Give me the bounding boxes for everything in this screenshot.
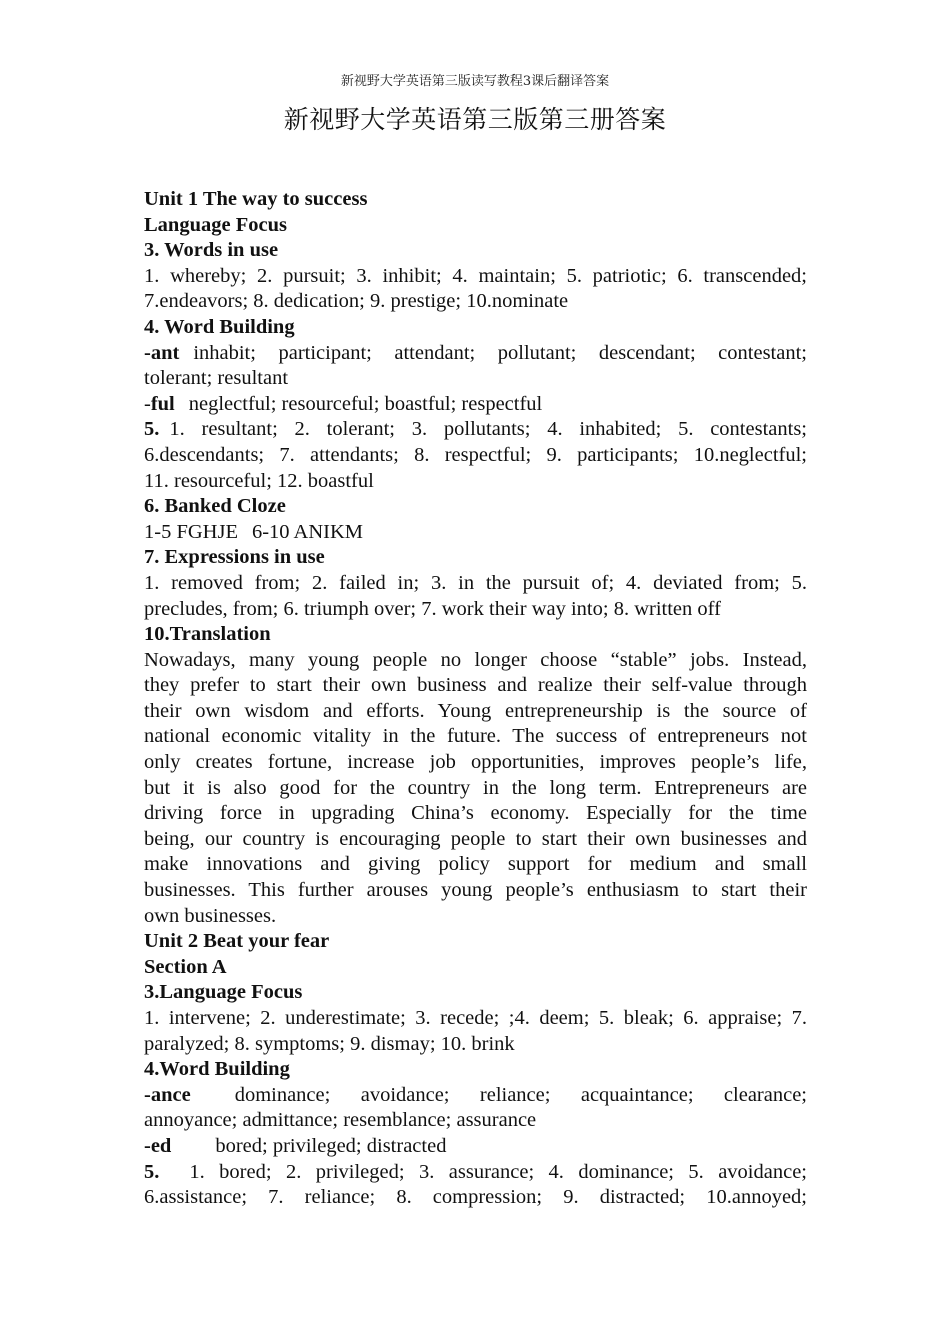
unit1-banked-cloze-heading: 6. Banked Cloze [144,495,286,518]
document-title: 新视野大学英语第三版第三册答案 [283,105,667,134]
unit1-expressions-heading: 7. Expressions in use [144,546,325,569]
ant-suffix-label: -ant [144,341,180,364]
ful-words: neglectful; resourceful; boastful; respectful [188,392,543,415]
unit1-word-building-heading: 4. Word Building [144,315,295,338]
unit1-expressions-line: precludes, from; 6. triumph over; 7. work their way into; 8. written off [144,597,721,620]
unit2-ed-line [144,1134,807,1160]
exercise5-label: 5. [144,418,160,441]
unit1-exercise5-line [144,417,807,443]
running-header: 新视野大学英语第三版读写教程3课后翻译答案 [340,74,610,89]
translation-line: make innovations and giving policy support for medium and small [144,853,807,876]
unit2-language-focus-line: 1. intervene; 2. underestimate; 3. recede; ;4. deem; 5. bleak; 6. appraise; 7. [144,1007,807,1029]
unit1-exercise5-line: 6.descendants; 7. attendants; 8. respectful; 9. participants; 10.neglectful; [144,443,807,466]
translation-line: businesses. This further arouses young people’s enthusiasm to start their [144,879,807,902]
translation-line: only creates fortune, increase job opportunities, improves people’s life, [144,751,807,774]
unit2-word-building-heading: 4.Word Building [144,1058,290,1081]
ful-suffix-label: ful [150,392,175,415]
unit1-ant-line [144,341,807,367]
ance-suffix-label: -ance [144,1083,191,1106]
unit1-banked-cloze-answers [144,520,807,546]
translation-line: they prefer to start their own business and realize their self-value through [144,674,807,697]
translation-line: driving force in upgrading China’s economy. Especially for the time [144,802,807,825]
unit1-exercise5-line: 11. resourceful; 12. boastful [144,469,374,492]
ed-words: bored; privileged; distracted [215,1134,447,1157]
translation-line: their own wisdom and efforts. Young entrepreneurship is the source of [144,699,807,722]
ed-suffix-label: -ed [144,1134,172,1157]
unit2-language-focus-heading: 3.Language Focus [144,981,303,1004]
exercise5-label: 5. [144,1160,160,1183]
ful-dash: - [144,392,151,415]
unit1-words-in-use-line: 7.endeavors; 8. dedication; 9. prestige; 10.nominate [144,290,569,313]
unit2-section-heading: Section A [144,955,227,978]
translation-line: own businesses. [144,904,277,927]
banked-cloze-part: 6-10 ANIKM [251,520,364,543]
unit1-ful-line [144,392,807,418]
unit2-exercise5-line: 6.assistance; 7. reliance; 8. compression; 9. distracted; 10.annoyed; [144,1186,807,1209]
unit1-words-in-use-heading: 3. Words in use [144,239,279,262]
unit2-language-focus-line: paralyzed; 8. symptoms; 9. dismay; 10. brink [144,1032,515,1055]
translation-line: but it is also good for the country in the long term. Entrepreneurs are [144,776,807,799]
unit2-exercise5-line [144,1160,807,1186]
unit1-translation-heading: 10.Translation [144,623,271,646]
unit2-ance-line: annoyance; admittance; resemblance; assurance [144,1109,537,1132]
translation-line: Nowadays, many young people no longer choose “stable” jobs. Instead, [144,648,807,671]
exercise5-answers: 1. resultant; 2. tolerant; 3. pollutants; 4. inhabited; 5. contestants; [169,418,807,441]
translation-line: national economic vitality in the future. The success of entrepreneurs not [144,725,807,748]
unit1-words-in-use-line: 1. whereby; 2. pursuit; 3. inhibit; 4. maintain; 5. patriotic; 6. transcended; [144,264,807,287]
unit2-ance-line [144,1083,807,1109]
unit1-expressions-line: 1. removed from; 2. failed in; 3. in the pursuit of; 4. deviated from; 5. [144,571,807,594]
unit2-title: Unit 2 Beat your fear [144,930,330,953]
document-body [144,187,807,1211]
exercise5-answers: 1. bored; 2. privileged; 3. assurance; 4. dominance; 5. avoidance; [189,1160,807,1183]
unit1-language-focus-heading: Language Focus [144,213,287,236]
translation-line: being, our country is encouraging people to start their own businesses and [144,827,807,850]
ance-words: dominance; avoidance; reliance; acquaintance; clearance; [234,1083,807,1106]
ant-words: inhabit; participant; attendant; pollutant; descendant; contestant; [193,341,807,364]
unit1-title: Unit 1 The way to success [144,188,368,210]
unit1-ant-line: tolerant; resultant [144,367,289,390]
banked-cloze-part: 1-5 FGHJE [144,520,238,543]
